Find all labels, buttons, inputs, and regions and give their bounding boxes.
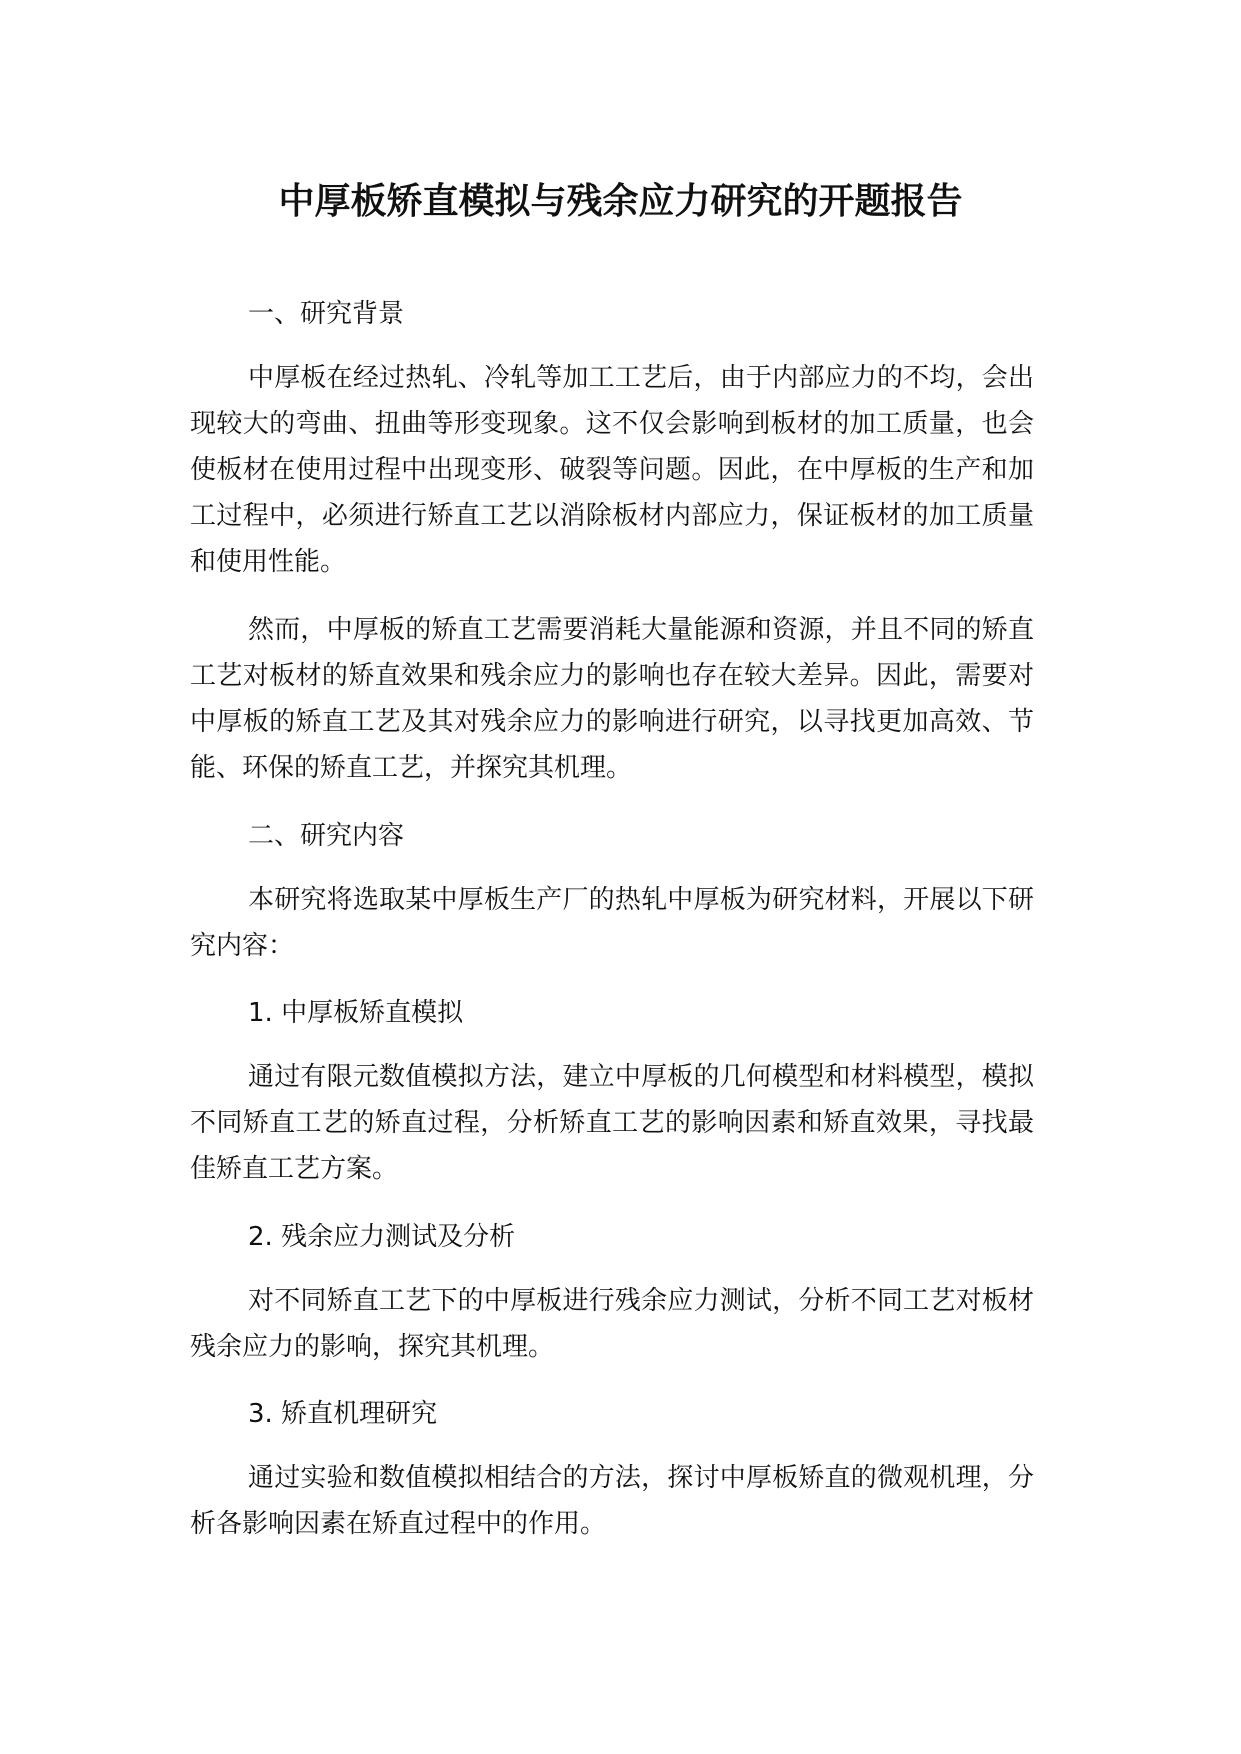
item1-heading: 1. 中厚板矫直模拟 [248, 998, 464, 1028]
item3-heading: 3. 矫直机理研究 [248, 1399, 438, 1429]
item3-paragraph: 通过实验和数值模拟相结合的方法，探讨中厚板矫直的微观机理，分析各影响因素在矫直过程中的作用。 [190, 1463, 1034, 1539]
section1-heading: 一、研究背景 [248, 299, 405, 329]
section2-intro-paragraph: 本研究将选取某中厚板生产厂的热轧中厚板为研究材料，开展以下研究内容： [190, 885, 1034, 961]
document-title: 中厚板矫直模拟与残余应力研究的开题报告 [278, 181, 963, 222]
item2-paragraph: 对不同矫直工艺下的中厚板进行残余应力测试，分析不同工艺对板材残余应力的影响，探究其机理。 [190, 1286, 1034, 1362]
section2-heading: 二、研究内容 [248, 821, 405, 851]
item2-heading: 2. 残余应力测试及分析 [248, 1222, 516, 1252]
section1-paragraph-1: 中厚板在经过热轧、冷轧等加工工艺后，由于内部应力的不均，会出现较大的弯曲、扭曲等形变现象。这不仅会影响到板材的加工质量，也会使板材在使用过程中出现变形、破裂等问题。因此，在中厚板的生产和加工过程中，必须进行矫直工艺以消除板材内部应力，保证板材的加工质量和使用性能。 [190, 363, 1034, 577]
section1-paragraph-2: 然而，中厚板的矫直工艺需要消耗大量能源和资源，并且不同的矫直工艺对板材的矫直效果和残余应力的影响也存在较大差异。因此，需要对中厚板的矫直工艺及其对残余应力的影响进行研究，以寻找更加高效、节能、环保的矫直工艺，并探究其机理。 [190, 615, 1034, 783]
item1-paragraph: 通过有限元数值模拟方法，建立中厚板的几何模型和材料模型，模拟不同矫直工艺的矫直过程，分析矫直工艺的影响因素和矫直效果，寻找最佳矫直工艺方案。 [190, 1062, 1034, 1184]
